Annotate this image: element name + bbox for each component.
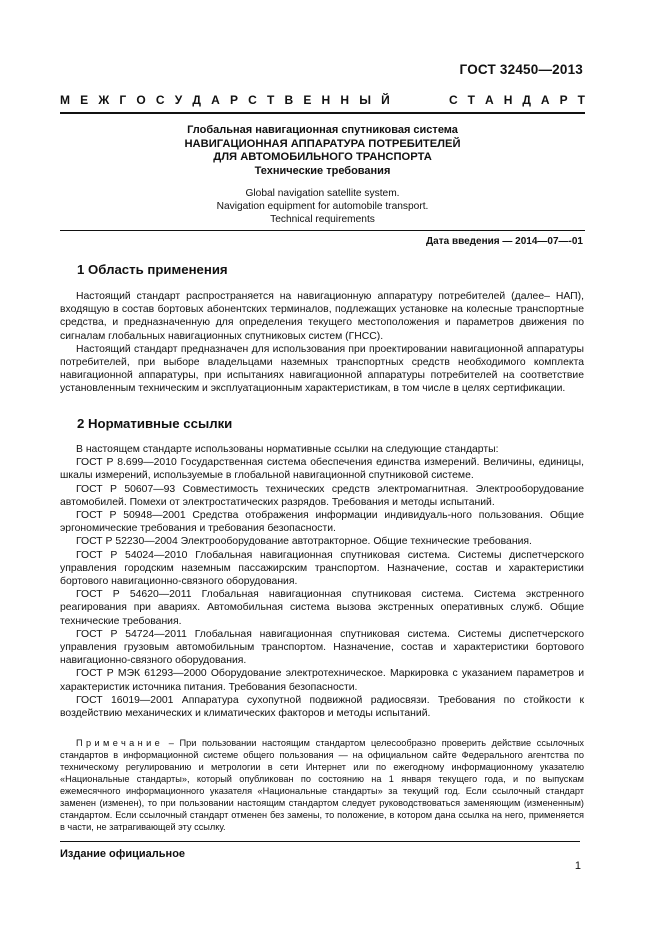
standard-line-left-letter: Н — [340, 93, 350, 107]
section-2-body — [60, 443, 584, 720]
bottom-rule — [60, 841, 580, 842]
title-line-4: Технические требования — [254, 164, 391, 177]
english-title-line-2: Navigation equipment for automobile transport. — [216, 201, 429, 212]
note-text: – При пользовании настоящим стандартом целесообразно проверить действие ссылочных стандартов в информационной системе общего пользования — на официальном сайте Федерального агентства по техническому регулированию и метрологии в сети Интернет или по ежегодному информационному указателю «Национальные стандарты», который опубликован по состоянию на 1 января текущего года, и по выпускам ежемесячного информационного указателя «Национальные стандарты» за текущий год. Если ссылочный стандарт заменен (изменен), то при пользовании настоящим стандартом следует руководствоваться заменяющим (измененным) стандартом. Если ссылочный стандарт отменен без замены, то положение, в котором дана ссылка на него, применяется в части, не затрагивающей эту ссылку. — [60, 738, 584, 832]
english-title-line-3: Technical requirements — [270, 214, 375, 225]
section-1-paragraph: Настоящий стандарт распространяется на навигационную аппаратуру потребителей (далее– НАП), входящую в состав бортовых абонентских терминалов, подлежащих установке на колесные транспортные средства, и предназначенную для определения текущего местоположения и параметров движения по сигналам глобальных навигационных спутниковых систем (ГНСС). — [60, 291, 584, 342]
standard-line-left-letter: Ж — [98, 93, 110, 107]
standard-line-left-letter: Е — [80, 93, 89, 107]
standard-line-left-letter: А — [211, 93, 220, 107]
standard-line-right-letter: Д — [522, 93, 531, 107]
section-2-heading: 2 Нормативные ссылки — [77, 416, 233, 431]
note-label: Примечание — [76, 738, 164, 748]
standard-line-right-letter: А — [485, 93, 494, 107]
standard-line-left-word — [60, 93, 390, 107]
standard-line-left-letter: Ы — [359, 93, 371, 107]
standard-line-left-letter: С — [248, 93, 257, 107]
reference-item: В настоящем стандарте использованы нормативные ссылки на следующие стандарты: — [76, 444, 499, 455]
standard-line-left-letter: Г — [119, 93, 127, 107]
title-line-2: НАВИГАЦИОННАЯ АППАРАТУРА ПОТРЕБИТЕЛЕЙ — [184, 137, 461, 150]
note-paragraph — [60, 737, 584, 833]
standard-line-left-letter: Т — [266, 93, 275, 107]
title-block — [60, 124, 585, 178]
standard-line-left-letter: Р — [229, 93, 238, 107]
section-1-paragraph: Настоящий стандарт предназначен для использования при проектировании навигационной аппаратуры потребителей, при выборе владельцами наземных транспортных средств необходимого комплекта навигационной аппаратуры, при испытаниях навигационной аппаратуры потребителей на соответствие установленным техническим и эксплуатационным характеристикам, в том числе в целях сертификации. — [60, 343, 584, 395]
reference-item: ГОСТ Р 8.699—2010 Государственная система обеспечения единства измерений. Величины, единицы, шкалы измерений, используемые в глобальной навигационной спутниковой системе. — [60, 457, 584, 482]
english-title-line-1: Global navigation satellite system. — [245, 188, 400, 199]
section-1-heading: 1 Область применения — [77, 262, 228, 277]
title-line-3: ДЛЯ АВТОМОБИЛЬНОГО ТРАНСПОРТА — [213, 151, 432, 163]
standard-line-right-letter: А — [540, 93, 550, 107]
official-edition-label: Издание официальное — [60, 848, 186, 860]
reference-item: ГОСТ Р 54024—2010 Глобальная навигационная спутниковая система. Системы диспетчерского управления городским наземным пассажирским транспортом. Назначение, состав и характеристики бортового навигационно-связного оборудования. — [60, 549, 584, 588]
section-1-body — [60, 290, 584, 396]
english-title-block — [60, 187, 585, 226]
standard-line-right-letter: Н — [503, 93, 513, 107]
standard-type-line — [60, 93, 585, 107]
standard-line-right-word — [449, 93, 585, 107]
reference-item: ГОСТ Р 50607—93 Совместимость технических средств электромагнитная. Электрооборудование автомобилей. Помехи от электростатических разрядов. Требования и методы испытаний. — [60, 483, 584, 508]
reference-item: ГОСТ 16019—2001 Аппаратура сухопутной подвижной радиосвязи. Требования по стойкости к воздействию механических и климатических факторов и методы испытаний. — [60, 694, 584, 720]
title-line-1: Глобальная навигационная спутниковая система — [187, 124, 458, 136]
standard-line-left-letter: О — [136, 93, 146, 107]
standard-line-right-letter: С — [449, 93, 458, 107]
standard-line-left-letter: Д — [192, 93, 201, 107]
reference-item: ГОСТ Р 50948—2001 Средства отображения информации индивидуаль-ного пользования. Общие эргономические требования и требования безопасности. — [60, 510, 584, 535]
reference-item: ГОСТ Р 54620—2011 Глобальная навигационная спутниковая система. Система экстренного реагирования при авариях. Автомобильная система вызова экстренных оперативных служб. Общие технические требования. — [60, 589, 584, 627]
reference-item: ГОСТ Р 52230—2004 Электрооборудование автотракторное. Общие технические требования. — [76, 536, 532, 548]
introduction-date: Дата введения — 2014—07—-01 — [426, 236, 583, 247]
reference-item: ГОСТ Р МЭК 61293—2000 Оборудование электротехническое. Маркировка с указанием параметров и характеристик источника питания. Требования безопасности. — [60, 668, 584, 693]
note-block — [60, 737, 584, 833]
standard-line-left-letter: М — [60, 93, 70, 107]
standard-line-right-letter: Р — [559, 93, 568, 107]
standard-line-left-letter: Н — [321, 93, 331, 107]
middle-rule — [60, 230, 585, 231]
standard-line-left-letter: Й — [381, 93, 390, 107]
document-number: ГОСТ 32450—2013 — [459, 62, 583, 77]
standard-line-left-letter: С — [155, 93, 165, 107]
standard-line-left-letter: У — [174, 93, 183, 107]
standard-line-left-letter: Е — [303, 93, 312, 107]
top-rule — [60, 112, 585, 114]
page-number: 1 — [574, 860, 581, 872]
standard-line-left-letter: В — [284, 93, 294, 107]
reference-item: ГОСТ Р 54724—2011 Глобальная навигационная спутниковая система. Системы диспетчерского управления грузовым автомобильным транспортом. Назначение, состав и характеристики бортового навигационно-связного оборудования. — [60, 628, 584, 667]
standard-line-right-letter: Т — [577, 93, 585, 107]
standard-line-right-letter: Т — [467, 93, 476, 107]
